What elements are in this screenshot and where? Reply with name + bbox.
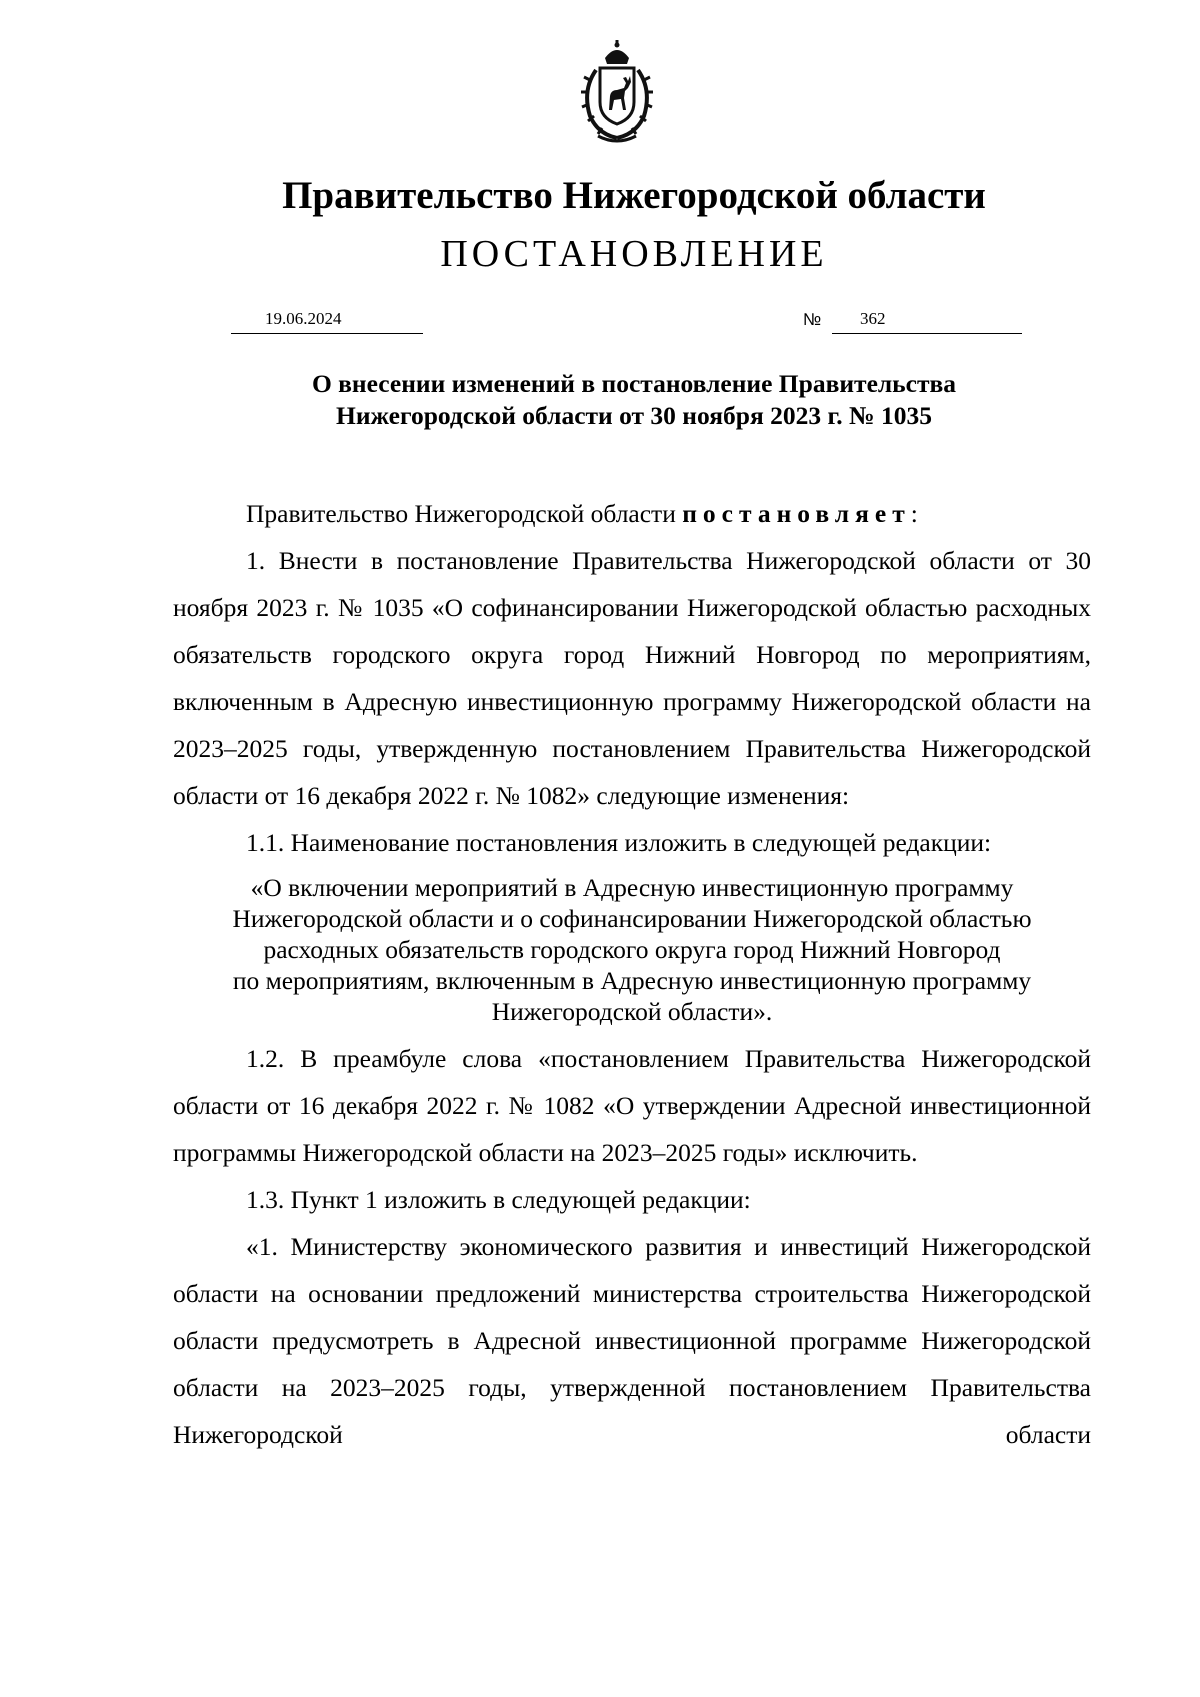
quote-line: «О включении мероприятий в Адресную инвестиционную программу [250,873,1014,902]
document-date: 19.06.2024 [265,309,342,328]
document-date-field [231,307,423,334]
paragraph-1-3-text: «1. Министерству экономического развития и инвестиций Нижегородской области на основании предложений министерства строительства Нижегородской области предусмотреть в Адресной инвестиционной программе Нижегородской области на 2023–2025 годы, утвержденной постановлением Правительства Нижегородской области [173,1232,1091,1449]
number-sign: № [803,310,822,329]
paragraph-1: 1. Внести в постановление Правительства Нижегородской области от 30 ноября 2023 г. № 1035 «О софинансировании Нижегородской областью расходных обязательств городского округа город Нижний Новгород по мероприятиям, включенным в Адресную инвестиционную программу Нижегородской области на 2023–2025 годы, утвержденную постановлением Правительства Нижегородской области от 16 декабря 2022 г. № 1082» следующие изменения: [173,546,1091,810]
quoted-title [173,866,1091,1035]
paragraph-1-2: 1.2. В преамбуле слова «постановлением Правительства Нижегородской области от 16 декабря 2022 г. № 1082 «О утверждении Адресной инвестиционной программы Нижегородской области на 2023–2025 годы» исключить. [173,1044,1091,1167]
quote-line: расходных обязательств городского округа город Нижний Новгород [263,935,1001,964]
document-number: 362 [860,309,886,328]
document-type: ПОСТАНОВЛЕНИЕ [440,233,828,275]
paragraph-1-1: 1.1. Наименование постановления изложить в следующей редакции: [246,828,992,857]
document-body [173,490,1091,1458]
coat-of-arms-emblem [576,40,658,146]
preamble-start: Правительство Нижегородской области [246,499,683,528]
quote-line: Нижегородской области и о софинансировании Нижегородской областью [232,904,1032,933]
organization-title: Правительство Нижегородской области [282,174,986,217]
paragraph-1-3: 1.3. Пункт 1 изложить в следующей редакции: [246,1185,751,1214]
subject-line-2: Нижегородской области от 30 ноября 2023 г. № 1035 [336,401,932,430]
preamble-paragraph [173,490,1091,537]
preamble-end: : [910,499,918,528]
document-subject [150,368,1118,432]
quote-line: Нижегородской области». [491,997,773,1026]
subject-line-1: О внесении изменений в постановление Правительства [311,369,957,398]
coat-of-arms-icon [576,40,658,146]
quote-line: по мероприятиям, включенным в Адресную инвестиционную программу [232,966,1032,995]
document-number-field [832,307,1022,334]
preamble-verb: постановляет [682,499,911,528]
